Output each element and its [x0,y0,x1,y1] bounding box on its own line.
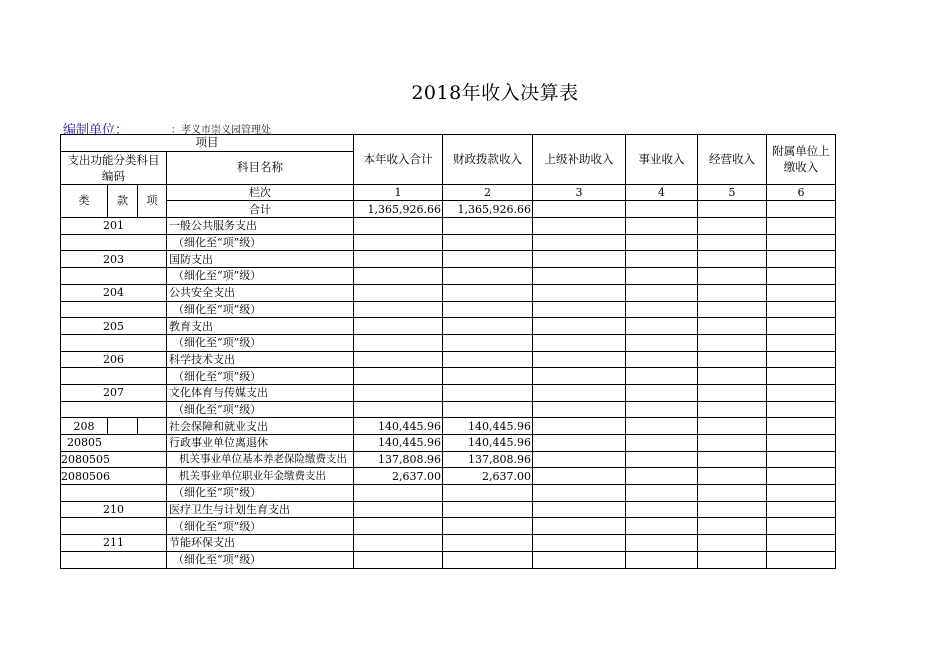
value-col-1 [354,351,443,368]
value-col-4 [626,401,698,418]
value-col-4 [626,284,698,301]
col-number-6: 6 [767,184,836,201]
value-col-6 [767,401,836,418]
header-col-6: 附属单位上缴收入 [767,135,836,185]
value-col-5 [698,518,767,535]
value-col-1 [354,501,443,518]
value-col-4 [626,234,698,251]
value-col-4 [626,368,698,385]
table-row [61,251,836,268]
table-row [61,301,836,318]
value-col-6 [767,551,836,568]
value-col-6 [767,518,836,535]
table-row [61,501,836,518]
value-col-1 [354,384,443,401]
subject-name: （细化至“项”级） [167,401,354,418]
value-col-5 [698,551,767,568]
subject-name: 科学技术支出 [167,351,354,368]
value-col-6 [767,418,836,435]
header-func-code: 支出功能分类科目编码 [61,151,167,184]
value-col-5 [698,501,767,518]
header-lei: 类 [61,184,108,217]
subject-name: 一般公共服务支出 [167,218,354,235]
value-col-6 [767,535,836,552]
func-code [61,301,167,318]
table-row [61,401,836,418]
value-col-3 [533,284,626,301]
value-col-5 [698,234,767,251]
value-col-4 [626,535,698,552]
value-col-1 [354,284,443,301]
col-number-3: 3 [533,184,626,201]
value-col-2 [443,218,533,235]
subject-name: 节能环保支出 [167,535,354,552]
value-col-3 [533,468,626,485]
value-col-2 [443,318,533,335]
value-col-1 [354,251,443,268]
income-table [60,134,836,569]
table-row [61,218,836,235]
func-code [61,485,167,502]
code-kuan [108,418,138,435]
value-col-3 [533,435,626,452]
value-col-4 [626,268,698,285]
col-number-4: 4 [626,184,698,201]
value-col-5 [698,368,767,385]
table-row [61,418,836,435]
total-value-4 [626,201,698,218]
value-col-4 [626,418,698,435]
value-col-1 [354,234,443,251]
value-col-5 [698,351,767,368]
value-col-1: 140,445.96 [354,418,443,435]
value-col-5 [698,251,767,268]
value-col-3 [533,234,626,251]
value-col-2 [443,268,533,285]
total-label: 合计 [167,201,354,218]
value-col-1 [354,301,443,318]
total-value-2: 1,365,926.66 [443,201,533,218]
subject-name: 社会保障和就业支出 [167,418,354,435]
value-col-3 [533,368,626,385]
col-number-1: 1 [354,184,443,201]
table-row [61,368,836,385]
value-col-4 [626,351,698,368]
value-col-2 [443,518,533,535]
value-col-6 [767,435,836,452]
value-col-5 [698,301,767,318]
value-col-3 [533,551,626,568]
value-col-5 [698,284,767,301]
value-col-6 [767,368,836,385]
func-code [61,518,167,535]
func-code: 2080506 [61,468,167,485]
value-col-4 [626,218,698,235]
value-col-5 [698,418,767,435]
value-col-1 [354,334,443,351]
value-col-4 [626,485,698,502]
value-col-5 [698,318,767,335]
header-subject-name: 科目名称 [167,151,354,184]
value-col-3 [533,401,626,418]
value-col-5 [698,535,767,552]
value-col-6 [767,234,836,251]
subject-name: 机关事业单位职业年金缴费支出 [167,468,354,485]
value-col-2 [443,535,533,552]
value-col-2: 140,445.96 [443,418,533,435]
subject-name: 行政事业单位离退休 [167,435,354,452]
value-col-2 [443,351,533,368]
value-col-5 [698,485,767,502]
code-lei: 208 [61,418,108,435]
value-col-4 [626,334,698,351]
value-col-1 [354,218,443,235]
subject-name: （细化至“项”级） [167,485,354,502]
value-col-6 [767,451,836,468]
code-xiang [138,418,167,435]
value-col-3 [533,351,626,368]
func-code: 205 [61,318,167,335]
func-code: 20805 [61,435,167,452]
table-row [61,551,836,568]
value-col-1 [354,268,443,285]
value-col-1 [354,401,443,418]
value-col-5 [698,435,767,452]
subject-name: （细化至“项”级） [167,268,354,285]
value-col-2 [443,401,533,418]
table-row [61,384,836,401]
value-col-3 [533,451,626,468]
value-col-5 [698,268,767,285]
value-col-2 [443,384,533,401]
header-xiang: 项 [138,184,167,217]
value-col-5 [698,401,767,418]
func-code [61,334,167,351]
subject-name: （细化至“项”级） [167,551,354,568]
value-col-3 [533,501,626,518]
table-row [61,535,836,552]
value-col-1 [354,318,443,335]
value-col-1 [354,485,443,502]
value-col-2 [443,368,533,385]
func-code [61,368,167,385]
total-value-6 [767,201,836,218]
value-col-3 [533,418,626,435]
unit-value: ：孝义市崇义园管理处 [171,125,271,136]
value-col-2 [443,551,533,568]
value-col-1: 2,637.00 [354,468,443,485]
value-col-3 [533,268,626,285]
table-row [61,234,836,251]
value-col-2 [443,501,533,518]
value-col-1: 140,445.96 [354,435,443,452]
table-row [61,318,836,335]
table-row [61,518,836,535]
value-col-3 [533,218,626,235]
subject-name: （细化至“项”级） [167,234,354,251]
value-col-6 [767,485,836,502]
header-col-5: 经营收入 [698,135,767,185]
header-col-2: 财政拨款收入 [443,135,533,185]
total-value-1: 1,365,926.66 [354,201,443,218]
table-row [61,268,836,285]
value-col-3 [533,384,626,401]
value-col-1 [354,551,443,568]
value-col-6 [767,351,836,368]
subject-name: （细化至“项”级） [167,518,354,535]
func-code: 2080505 [61,451,167,468]
func-code: 207 [61,384,167,401]
value-col-2: 137,808.96 [443,451,533,468]
col-number-2: 2 [443,184,533,201]
value-col-3 [533,251,626,268]
func-code [61,268,167,285]
value-col-3 [533,518,626,535]
value-col-4 [626,384,698,401]
value-col-3 [533,535,626,552]
value-col-6 [767,284,836,301]
value-col-6 [767,334,836,351]
value-col-1 [354,368,443,385]
table-row [61,468,836,485]
func-code: 204 [61,284,167,301]
unit-label: 编制单位： [63,123,129,138]
value-col-6 [767,501,836,518]
subject-name: 教育支出 [167,318,354,335]
value-col-2 [443,485,533,502]
value-col-6 [767,251,836,268]
value-col-2 [443,234,533,251]
subject-name: （细化至“项”级） [167,368,354,385]
value-col-5 [698,384,767,401]
value-col-3 [533,301,626,318]
value-col-5 [698,451,767,468]
value-col-4 [626,451,698,468]
value-col-4 [626,551,698,568]
table-row [61,351,836,368]
header-kuan: 款 [108,184,138,217]
value-col-2 [443,301,533,318]
func-code [61,551,167,568]
value-col-4 [626,318,698,335]
func-code [61,401,167,418]
total-value-3 [533,201,626,218]
lanci-label: 栏次 [167,184,354,201]
table-row [61,284,836,301]
func-code: 210 [61,501,167,518]
value-col-6 [767,468,836,485]
table-row [61,451,836,468]
value-col-3 [533,485,626,502]
value-col-5 [698,218,767,235]
value-col-6 [767,218,836,235]
value-col-1: 137,808.96 [354,451,443,468]
value-col-4 [626,251,698,268]
subject-name: （细化至“项”级） [167,334,354,351]
value-col-1 [354,518,443,535]
func-code [61,234,167,251]
subject-name: 公共安全支出 [167,284,354,301]
table-row [61,334,836,351]
header-item: 项目 [61,135,354,152]
value-col-4 [626,435,698,452]
value-col-2 [443,284,533,301]
page-title: 2018年收入决算表 [411,82,579,104]
subject-name: 医疗卫生与计划生育支出 [167,501,354,518]
subject-name: 机关事业单位基本养老保险缴费支出 [167,451,354,468]
total-value-5 [698,201,767,218]
func-code: 203 [61,251,167,268]
value-col-5 [698,468,767,485]
col-number-5: 5 [698,184,767,201]
table-row [61,485,836,502]
header-col-3: 上级补助收入 [533,135,626,185]
value-col-4 [626,518,698,535]
value-col-4 [626,501,698,518]
value-col-3 [533,318,626,335]
func-code: 206 [61,351,167,368]
func-code: 201 [61,218,167,235]
table-row [61,435,836,452]
subject-name: 文化体育与传媒支出 [167,384,354,401]
header-col-4: 事业收入 [626,135,698,185]
value-col-1 [354,535,443,552]
value-col-2 [443,251,533,268]
header-col-1: 本年收入合计 [354,135,443,185]
value-col-6 [767,384,836,401]
value-col-4 [626,468,698,485]
func-code: 211 [61,535,167,552]
value-col-2: 140,445.96 [443,435,533,452]
subject-name: （细化至“项”级） [167,301,354,318]
subject-name: 国防支出 [167,251,354,268]
value-col-6 [767,268,836,285]
value-col-6 [767,318,836,335]
value-col-6 [767,301,836,318]
value-col-2 [443,334,533,351]
value-col-4 [626,301,698,318]
value-col-5 [698,334,767,351]
value-col-3 [533,334,626,351]
value-col-2: 2,637.00 [443,468,533,485]
